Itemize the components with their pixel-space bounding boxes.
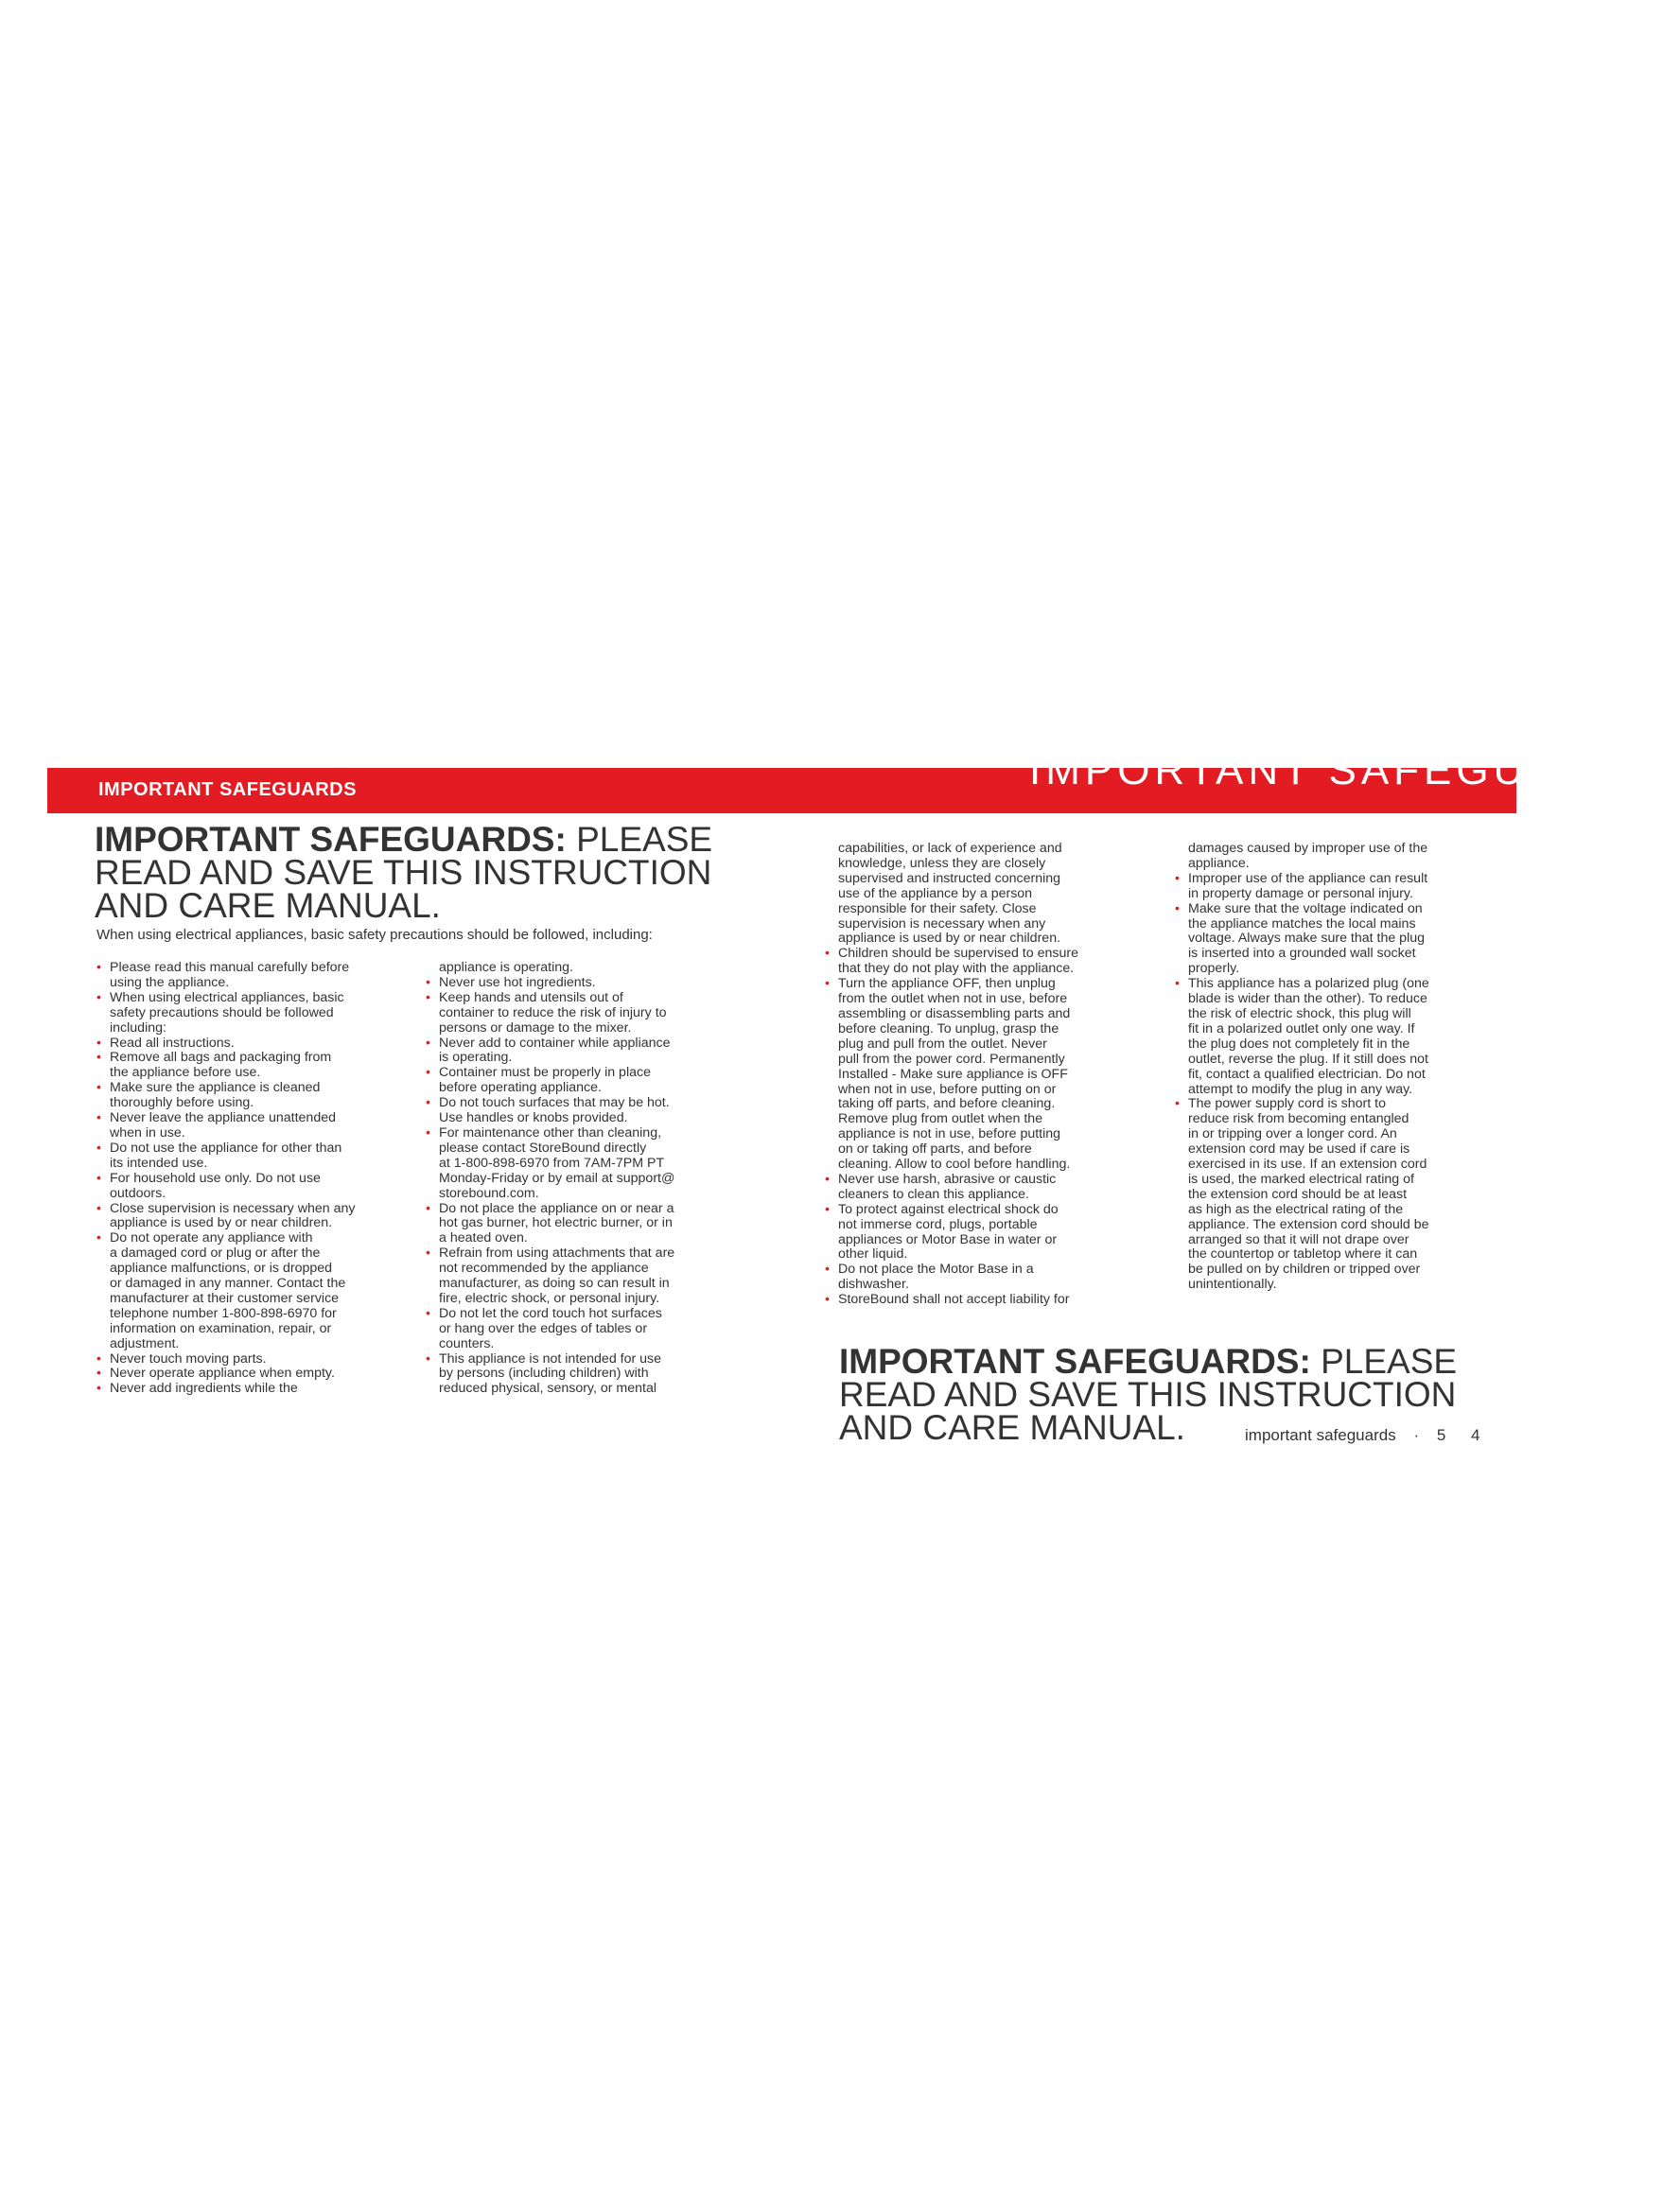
safeguard-item-continuation: is used, the marked electrical rating of xyxy=(1188,1171,1414,1187)
safeguard-item-continuation: appliance. xyxy=(1188,855,1250,871)
safeguard-item-continuation: information on examination, repair, or xyxy=(110,1320,332,1336)
safeguard-item-continuation: Monday-Friday or by email at support@ xyxy=(439,1170,675,1186)
safeguard-item: • Close supervision is necessary when any xyxy=(95,1202,421,1217)
safeguards-column-1 xyxy=(95,961,421,1397)
safeguard-item-continuation: blade is wider than the other). To reduce xyxy=(1188,991,1427,1007)
safeguard-item-continuation: before operating appliance. xyxy=(439,1080,602,1096)
safeguard-item: • Do not use the appliance for other than xyxy=(95,1141,421,1157)
safeguard-item: • Never operate appliance when empty. xyxy=(95,1367,421,1382)
safeguard-item: • StoreBound shall not accept liability for xyxy=(823,1293,1164,1308)
safeguard-item-continuation: reduced physical, sensory, or mental xyxy=(439,1381,656,1397)
safeguard-item-continuation: the appliance before use. xyxy=(110,1065,261,1081)
safeguards-column-4 xyxy=(1173,842,1514,1293)
safeguard-item: • This appliance is not intended for use xyxy=(424,1352,755,1367)
safeguard-item-continuation: other liquid. xyxy=(838,1246,908,1263)
safeguard-item-continuation: exercised in its use. If an extension cord xyxy=(1188,1157,1427,1173)
safeguard-item-continuation: or hang over the edges of tables or xyxy=(439,1320,648,1336)
safeguard-item-continuation: fit in a polarized outlet only one way. If xyxy=(1188,1020,1415,1036)
page-heading-left xyxy=(95,820,713,925)
safeguard-item: • Make sure the appliance is cleaned xyxy=(95,1081,421,1096)
safeguard-item: • Never add ingredients while the xyxy=(95,1382,421,1397)
safeguard-item-continuation: capabilities, or lack of experience and xyxy=(838,841,1062,856)
heading-line-3: AND CARE MANUAL. xyxy=(839,1408,1185,1447)
safeguard-item-continuation: from the outlet when not in use, before xyxy=(838,991,1068,1007)
safeguard-item-continuation: Installed - Make sure appliance is OFF xyxy=(838,1066,1068,1082)
safeguard-item-continuation: supervised and instructed concerning xyxy=(838,870,1061,886)
safeguard-item-continuation: unintentionally. xyxy=(1188,1277,1277,1293)
safeguard-item: • The power supply cord is short to xyxy=(1173,1097,1514,1112)
safeguard-item-continuation: before cleaning. To unplug, grasp the xyxy=(838,1020,1059,1036)
safeguard-item: • This appliance has a polarized plug (one xyxy=(1173,977,1514,992)
safeguard-item-continuation: dishwasher. xyxy=(838,1277,909,1293)
safeguard-item: • Never add to container while appliance xyxy=(424,1036,755,1052)
section-header-band xyxy=(47,747,1663,813)
safeguard-item-continuation: use of the appliance by a person xyxy=(838,885,1033,901)
safeguard-item-continuation: when not in use, before putting on or xyxy=(838,1081,1057,1097)
heading-highlight: IMPORTANT SAFEGUARDS: xyxy=(95,820,567,859)
safeguard-item: • Children should be supervised to ensure xyxy=(823,947,1164,962)
safeguard-item-continuation: be pulled on by children or tripped over xyxy=(1188,1262,1421,1278)
safeguard-item-continuation: knowledge, unless they are closely xyxy=(838,855,1046,871)
safeguard-item-continuation: extension cord may be used if care is xyxy=(1188,1141,1410,1158)
safeguard-item-continuation: when in use. xyxy=(110,1124,185,1141)
safeguard-item: • Do not place the Motor Base in a xyxy=(823,1263,1164,1278)
safeguard-item-continuation: supervision is necessary when any xyxy=(838,915,1046,932)
safeguard-item-continuation: voltage. Always make sure that the plug xyxy=(1188,931,1425,947)
safeguard-item-continuation: the countertop or tabletop where it can xyxy=(1188,1246,1418,1263)
safeguard-item: • To protect against electrical shock do xyxy=(823,1203,1164,1218)
safeguard-item-continuation: by persons (including children) with xyxy=(439,1366,649,1382)
safeguard-item-continuation: outlet, reverse the plug. If it still does not xyxy=(1188,1051,1428,1067)
safeguard-item-continuation: the appliance matches the local mains xyxy=(1188,915,1416,932)
safeguard-item-continuation: is operating. xyxy=(439,1050,513,1066)
safeguard-item-continuation: adjustment. xyxy=(110,1335,180,1351)
safeguard-item-continuation: responsible for their safety. Close xyxy=(838,900,1037,916)
safeguard-item: • Turn the appliance OFF, then unplug xyxy=(823,977,1164,992)
safeguard-item: • Do not let the cord touch hot surfaces xyxy=(424,1307,755,1322)
safeguard-item: • For maintenance other than cleaning, xyxy=(424,1126,755,1141)
footer-separator: · xyxy=(1413,1426,1420,1444)
safeguard-item-continuation: assembling or disassembling parts and xyxy=(838,1005,1071,1021)
safeguard-item-continuation: Remove plug from outlet when the xyxy=(838,1111,1043,1127)
safeguard-item-continuation: cleaning. Allow to cool before handling. xyxy=(838,1157,1071,1173)
safeguard-item-continuation: in or tripping over a longer cord. An xyxy=(1188,1126,1397,1142)
intro-text: When using electrical appliances, basic safety precautions should be followed, including: xyxy=(96,927,653,943)
safeguard-item: • Remove all bags and packaging from xyxy=(95,1051,421,1066)
safeguard-item-continuation: attempt to modify the plug in any way. xyxy=(1188,1081,1413,1097)
safeguard-item-continuation: the extension cord should be at least xyxy=(1188,1186,1408,1202)
safeguard-item: • Read all instructions. xyxy=(95,1036,421,1052)
safeguard-item-continuation: at 1-800-898-6970 from 7AM-7PM PT xyxy=(439,1155,665,1171)
section-header-label: IMPORTANT SAFEGUARDS xyxy=(98,779,357,800)
safeguard-item-continuation: appliance is operating. xyxy=(439,960,573,975)
heading-rest: PLEASE xyxy=(1321,1342,1458,1381)
safeguard-item: • Never leave the appliance unattended xyxy=(95,1111,421,1126)
safeguard-item-continuation: appliances or Motor Base in water or xyxy=(838,1231,1058,1247)
safeguard-item-continuation: telephone number 1-800-898-6970 for xyxy=(110,1305,337,1321)
safeguard-item-continuation: appliance is not in use, before putting xyxy=(838,1126,1061,1142)
page-number-left: 4 xyxy=(1471,1426,1480,1444)
safeguard-item: • Do not place the appliance on or near a xyxy=(424,1202,755,1217)
safeguard-item-continuation: is inserted into a grounded wall socket xyxy=(1188,946,1416,962)
heading-line-3: AND CARE MANUAL. xyxy=(95,886,441,925)
safeguard-item-continuation: reduce risk from becoming entangled xyxy=(1188,1111,1409,1127)
safeguard-item-continuation: outdoors. xyxy=(110,1185,166,1201)
page-footer xyxy=(1245,1426,1480,1445)
safeguard-item-continuation: not recommended by the appliance xyxy=(439,1261,649,1277)
heading-rest: PLEASE xyxy=(576,820,713,859)
safeguard-item-continuation: fire, electric shock, or personal injury. xyxy=(439,1290,660,1306)
safeguard-item: • Make sure that the voltage indicated on xyxy=(1173,902,1514,917)
safeguard-item-continuation: arranged so that it will not drape over xyxy=(1188,1231,1409,1247)
safeguard-item-continuation: the risk of electric shock, this plug will xyxy=(1188,1005,1411,1021)
safeguard-item: • When using electrical appliances, basic xyxy=(95,991,421,1006)
heading-highlight: IMPORTANT SAFEGUARDS: xyxy=(839,1342,1311,1381)
safeguard-item-continuation: appliance is used by or near children. xyxy=(838,931,1061,947)
section-header-ghost-text: IMPORTANT SAFEGUARDS xyxy=(1029,747,1663,793)
safeguard-item-continuation: the plug does not completely fit in the xyxy=(1188,1036,1410,1052)
safeguard-item: • For household use only. Do not use xyxy=(95,1172,421,1187)
safeguard-item-continuation: manufacturer, as doing so can result in xyxy=(439,1276,670,1292)
safeguard-item-continuation: appliance is used by or near children. xyxy=(110,1215,333,1231)
safeguard-item-continuation: pull from the power cord. Permanently xyxy=(838,1051,1065,1067)
safeguards-column-3 xyxy=(823,842,1164,1308)
safeguard-item: • Improper use of the appliance can result xyxy=(1173,872,1514,887)
safeguard-item-continuation: a damaged cord or plug or after the xyxy=(110,1245,321,1262)
safeguard-item-continuation: storebound.com. xyxy=(439,1185,539,1201)
safeguard-item-continuation: appliance. The extension cord should be xyxy=(1188,1216,1429,1232)
safeguard-item: • Do not touch surfaces that may be hot. xyxy=(424,1096,755,1111)
safeguard-item-continuation: a heated oven. xyxy=(439,1230,528,1246)
safeguard-item-continuation: plug and pull from the outlet. Never xyxy=(838,1036,1047,1052)
safeguard-item-continuation: safety precautions should be followed xyxy=(110,1004,334,1020)
safeguard-item-continuation: damages caused by improper use of the xyxy=(1188,841,1428,856)
safeguards-column-2 xyxy=(424,961,755,1397)
safeguard-item-continuation: on or taking off parts, and before xyxy=(838,1141,1032,1158)
safeguard-item-continuation: in property damage or personal injury. xyxy=(1188,885,1413,901)
safeguard-item-continuation: hot gas burner, hot electric burner, or in xyxy=(439,1215,673,1231)
safeguard-item-continuation: persons or damage to the mixer. xyxy=(439,1019,632,1036)
safeguard-item-continuation: including: xyxy=(110,1019,166,1036)
footer-label: important safeguards xyxy=(1245,1426,1396,1444)
safeguard-item: • Please read this manual carefully before xyxy=(95,961,421,976)
safeguard-item-continuation: cleaners to clean this appliance. xyxy=(838,1186,1029,1202)
page-number-right: 5 xyxy=(1436,1426,1446,1444)
safeguard-item-continuation: using the appliance. xyxy=(110,974,230,990)
safeguard-item: • Never touch moving parts. xyxy=(95,1352,421,1367)
safeguard-item-continuation: appliance malfunctions, or is dropped xyxy=(110,1261,333,1277)
safeguard-item-continuation: counters. xyxy=(439,1335,495,1351)
safeguard-item-continuation: as high as the electrical rating of the xyxy=(1188,1201,1404,1217)
safeguard-item: • Container must be properly in place xyxy=(424,1066,755,1081)
safeguard-item-continuation: container to reduce the risk of injury to xyxy=(439,1004,667,1020)
safeguard-item: • Do not operate any appliance with xyxy=(95,1231,421,1246)
safeguard-item-continuation: Use handles or knobs provided. xyxy=(439,1110,628,1126)
safeguard-item-continuation: please contact StoreBound directly xyxy=(439,1140,647,1156)
safeguard-item: • Refrain from using attachments that are xyxy=(424,1246,755,1262)
safeguard-item-continuation: not immerse cord, plugs, portable xyxy=(838,1216,1038,1232)
safeguard-item: • Never use hot ingredients. xyxy=(424,976,755,991)
safeguard-item-continuation: manufacturer at their customer service xyxy=(110,1290,340,1306)
heading-line-2: READ AND SAVE THIS INSTRUCTION xyxy=(95,853,712,892)
safeguard-item-continuation: or damaged in any manner. Contact the xyxy=(110,1276,346,1292)
safeguard-item: • Keep hands and utensils out of xyxy=(424,991,755,1006)
safeguard-item-continuation: properly. xyxy=(1188,961,1240,977)
safeguard-item-continuation: taking off parts, and before cleaning. xyxy=(838,1096,1056,1112)
safeguard-item-continuation: thoroughly before using. xyxy=(110,1095,254,1111)
safeguard-item-continuation: its intended use. xyxy=(110,1155,208,1171)
heading-line-2: READ AND SAVE THIS INSTRUCTION xyxy=(839,1375,1457,1414)
safeguard-item-continuation: fit, contact a qualified electrician. Do not xyxy=(1188,1066,1426,1082)
safeguard-item-continuation: that they do not play with the appliance. xyxy=(838,961,1075,977)
safeguard-item: • Never use harsh, abrasive or caustic xyxy=(823,1173,1164,1188)
